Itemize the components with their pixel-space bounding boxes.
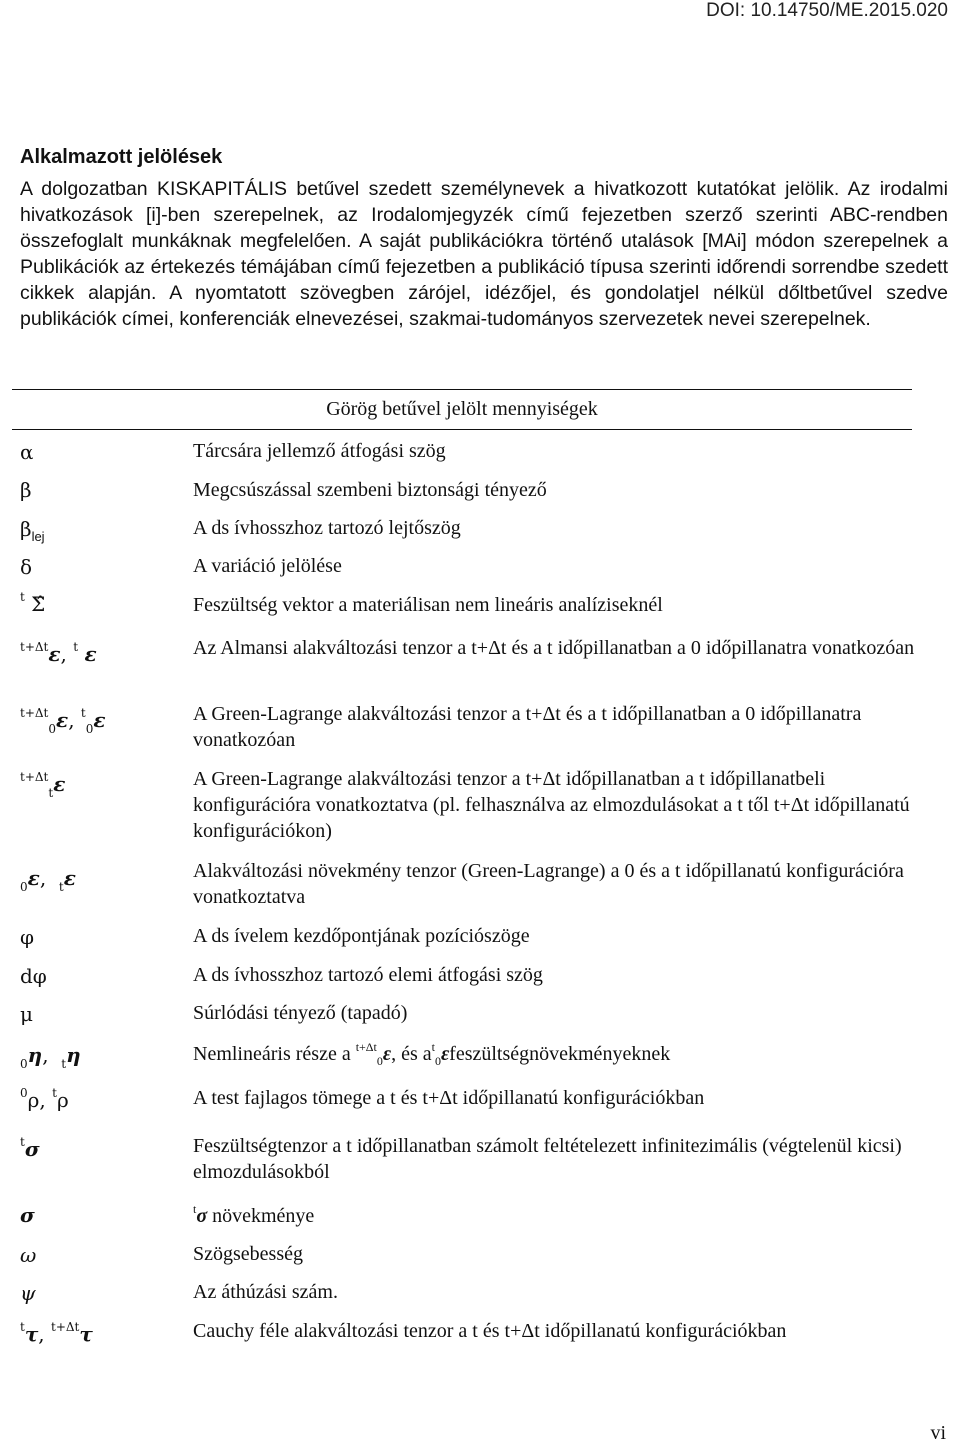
symbol-psi: ψ: [20, 1281, 36, 1305]
symbol-delta: δ: [20, 555, 33, 579]
doi-header: DOI: 10.14750/ME.2015.020: [706, 0, 948, 21]
desc-omega: Szögsebesség: [193, 1243, 303, 1265]
desc-rho: A test fajlagos tömege a t és t+Δt időpillanatú konfigurációkban: [193, 1087, 705, 1109]
symbol-sigma-t: $^t$σ: [20, 1135, 40, 1161]
symbol-almansi: $^{t+\Delta t}$ε, $^t$ ε: [20, 640, 97, 666]
desc-psi: Az áthúzási szám.: [193, 1281, 338, 1303]
desc-eta-after: feszültségnövekményeknek: [449, 1043, 671, 1065]
symbol-eta: $_0$η, $_t$η: [20, 1043, 81, 1071]
desc-delta: A variáció jelölése: [193, 555, 342, 577]
page-number: vi: [930, 1422, 946, 1444]
desc-beta-lej: A ds ívhosszhoz tartozó lejtőszög: [193, 517, 461, 539]
symbol-rho: $^0$ρ, $^t$ρ: [20, 1086, 69, 1112]
intro-paragraph: A dolgozatban KISKAPITÁLIS betűvel szedett személynevek a hivatkozott kutatókat jelölik. Az irodalmi hivatkozások [i]-ben szerepelnek, az Irodalomjegyzék című fejezetben szerző szerinti ABC-rendben összefoglalt munkáknak megfelelően. A saját publikációkra történő utalások [MAi] módon szerepelnek a Publikációk az értekezés témájában című fejezetben a publikáció típusa szerinti időrendi sorrendbe szedett cikkek alapján. A nyomtatott szövegben zárójel, idézőjel, és gondolatjel nélkül dőltbetűvel szedve publikációk címei, konferenciák elnevezései, szakmai-tudományos szervezetek nevei szerepelnek.: [20, 178, 948, 330]
symbol-beta: β: [20, 478, 32, 502]
desc-alpha: Tárcsára jellemző átfogási szög: [193, 440, 446, 462]
desc-tau: Cauchy féle alakváltozási tenzor a t és t+Δt időpillanatú konfigurációkban: [193, 1320, 787, 1342]
desc-green-lagrange-t: A Green-Lagrange alakváltozási tenzor a t+Δt időpillanatban a t időpillanatbeli konfigurációra vonatkoztatva (pl. felhasználva az elmozdulásokat a t től t+Δt időpillanatú konfigurációkon): [193, 768, 910, 842]
table-top-rule: [12, 389, 912, 390]
section-heading: Alkalmazott jelölések: [20, 146, 223, 168]
symbol-phi: φ: [20, 925, 35, 949]
symbol-omega: ω: [20, 1243, 37, 1267]
desc-eta: Nemlineáris része a $^{t+\Delta t}_0$ε, és $a^t_0\varepsilon feszültségnövekményeknek$: [193, 1040, 671, 1068]
symbol-green-lagrange: $^{t+\Delta t}_0$ε, $^t_0$ε: [20, 706, 106, 736]
desc-eta-mid: és a: [401, 1043, 432, 1065]
symbol-beta-lej: $\beta_{lej}$: [20, 517, 45, 544]
symbol-green-lagrange-t: $^{t+\Delta t}_t$ε: [20, 770, 66, 800]
symbol-sigma: σ: [20, 1203, 35, 1227]
symbol-mu: μ: [20, 1002, 33, 1026]
symbol-tau: $^t$τ, $^{t+\Delta t}$τ: [20, 1320, 93, 1346]
symbol-sigma-hat: $^t$ Σ̂: [20, 590, 46, 616]
desc-dphi: A ds ívhosszhoz tartozó elemi átfogási szög: [193, 964, 543, 986]
desc-beta: Megcsúszással szembeni biztonsági tényező: [193, 479, 547, 501]
desc-mu: Súrlódási tényező (tapadó): [193, 1002, 408, 1024]
desc-sigma-hat: Feszültség vektor a materiálisan nem lineáris analíziseknél: [193, 594, 663, 616]
desc-almansi: Az Almansi alakváltozási tenzor a t+Δt és a t időpillanatban a 0 időpillanatra vonatkozóan: [193, 637, 915, 659]
desc-strain-increment: Alakváltozási növekmény tenzor (Green-Lagrange) a 0 és a t időpillanatú konfigurációra vonatkoztatva: [193, 860, 904, 908]
symbol-strain-increment: $_0$ε, $_t$ε: [20, 866, 76, 894]
desc-eta-before: Nemlineáris része a: [193, 1043, 351, 1065]
desc-sigma-t: Feszültségtenzor a t időpillanatban számolt feltételezett infinitezimális (végtelenül kicsi) elmozdulásokból: [193, 1135, 902, 1183]
desc-phi: A ds ívelem kezdőpontjának pozíciószöge: [193, 925, 530, 947]
symbol-alpha: α: [20, 440, 34, 464]
symbol-dphi: dφ: [20, 964, 47, 988]
table-title-rule: [12, 429, 912, 430]
table-title: Görög betűvel jelölt mennyiségek: [326, 398, 598, 420]
desc-sigma-text: növekménye: [212, 1205, 315, 1227]
desc-green-lagrange: A Green-Lagrange alakváltozási tenzor a t+Δt és a t időpillanatban a 0 időpillanatra vonatkozóan: [193, 703, 862, 751]
desc-sigma: $^t$σ növekménye: [193, 1202, 315, 1227]
